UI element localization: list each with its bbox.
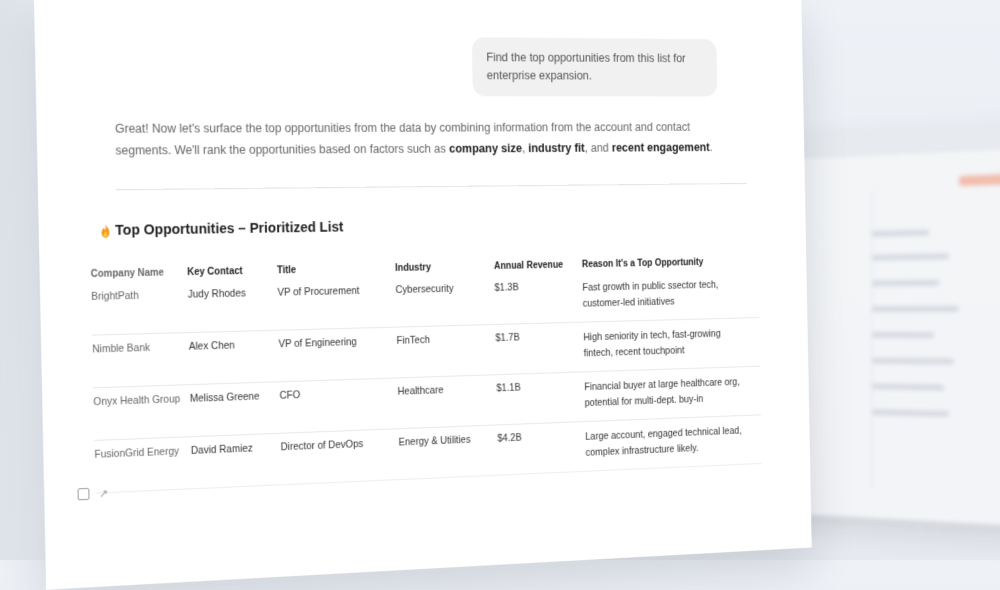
reason-cell: High seniority in tech, fast-growing fintech, recent touchpoint [583, 328, 721, 360]
section-title [99, 220, 343, 239]
separator: , and [584, 141, 612, 155]
background-window-topbar [770, 122, 1000, 160]
factor-company-size: company size [448, 141, 523, 156]
industry-cell: Energy & Utilities [398, 434, 471, 449]
industry-cell: Cybersecurity [395, 283, 454, 296]
reason-cell: Financial buyer at large healthcare org, potential for multi-dept. buy-in [584, 376, 740, 409]
reason-cell: Fast growth in public ssector tech, customer-led initiatives [582, 279, 719, 310]
company-name-cell: Nimble Bank [92, 341, 151, 356]
opportunities-table [90, 245, 762, 493]
key-contact-cell: David Ramiez [190, 442, 253, 457]
background-line [872, 306, 960, 312]
chat-document-panel [34, 0, 812, 590]
assistant-intro [115, 117, 730, 162]
revenue-cell: $4.2B [497, 432, 522, 445]
industry-cell: FinTech [396, 334, 430, 347]
key-contact-cell: Judy Rhodes [187, 287, 246, 301]
company-name-cell: Onyx Health Group [93, 393, 181, 409]
header-key-contact: Key Contact [187, 265, 243, 278]
separator: . [709, 140, 713, 154]
header-company-name: Company Name [90, 267, 165, 280]
background-line [872, 280, 940, 287]
header-annual-revenue: Annual Revenue [493, 259, 564, 272]
message-actions [78, 487, 109, 501]
copy-icon[interactable] [78, 488, 90, 500]
fire-icon [99, 224, 111, 238]
company-name-cell: FusionGrid Energy [94, 445, 180, 461]
key-contact-cell: Alex Chen [188, 339, 235, 353]
section-divider [116, 183, 746, 190]
industry-cell: Healthcare [397, 384, 444, 398]
key-contact-cell: Melissa Greene [189, 390, 260, 405]
company-name-cell: BrightPath [91, 289, 139, 303]
title-cell: Director of DevOps [280, 438, 364, 454]
reason-cell: Large account, engaged technical lead, complex infrastructure likely. [585, 425, 742, 459]
user-message-bubble [472, 37, 718, 96]
background-line [872, 253, 950, 260]
header-industry: Industry [395, 262, 431, 274]
background-line [872, 409, 950, 417]
factor-recent-engagement: recent engagement [611, 140, 710, 155]
title-cell: VP of Engineering [278, 336, 357, 351]
background-line [872, 229, 930, 236]
title-cell: CFO [279, 389, 301, 402]
user-message-text: Find the top opportunities from this list for enterprise expansion. [486, 50, 686, 83]
background-accent-bar [959, 173, 1000, 186]
factor-industry-fit: industry fit [528, 141, 585, 155]
separator: , [521, 141, 529, 155]
header-title: Title [276, 264, 297, 276]
revenue-cell: $1.7B [495, 331, 520, 344]
revenue-cell: $1.1B [496, 381, 521, 395]
section-title-text: Top Opportunities – Prioritized List [115, 219, 344, 239]
background-line [872, 332, 935, 338]
thumb-icon[interactable]: ↗ [99, 488, 109, 501]
assistant-intro-text: Great! Now let's surface the top opportunities from the data by combining information from the account and contact segments. We'll rank the opportunities based on factors such as [114, 120, 691, 158]
header-reason: Reason It's a Top Opportunity [581, 256, 704, 270]
title-cell: VP of Procurement [277, 285, 360, 299]
revenue-cell: $1.3B [494, 281, 519, 294]
background-line [872, 383, 945, 390]
background-line [872, 358, 955, 365]
